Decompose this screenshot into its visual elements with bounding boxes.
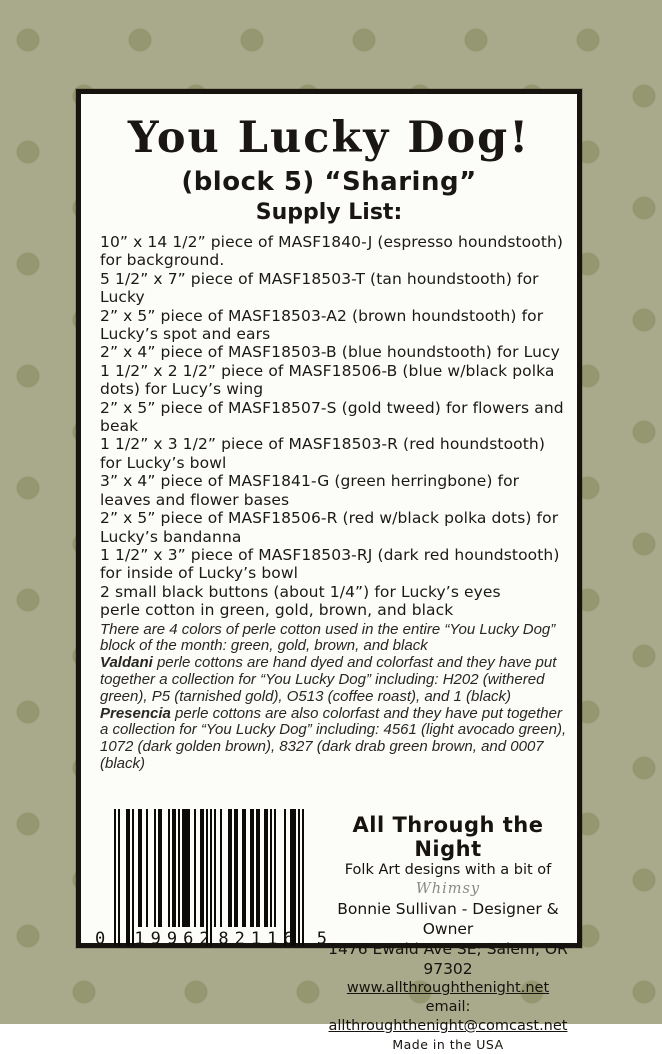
supply-item: 1 1/2” x 3 1/2” piece of MASF18503-R (red houndstooth) for Lucky’s bowl [100,435,545,472]
tagline-prefix: Folk Art designs with a bit of [344,862,552,878]
barcode-digit-group1: 19962 [134,929,216,949]
perle-note-paragraph: There are 4 colors of perle cotton used in the entire “You Lucky Dog” block of the month: green, gold, brown, and black [100,620,556,655]
barcode-digit-left: 0 [95,929,106,949]
supply-item: 2 small black buttons (about 1/4”) for Lucky’s eyes [100,582,501,601]
made-in-label: Made in the USA [392,1037,504,1052]
email-label: email: [425,999,471,1015]
company-email [325,998,571,1036]
supply-item: 10” x 14 1/2” piece of MASF1840-J (espresso houndstooth) for background. [100,233,564,270]
tagline-accent: Whimsy [415,881,481,897]
block-subtitle: (block 5) “Sharing” [181,167,477,197]
barcode-digit-right: 5 [316,929,327,949]
supply-item: 2” x 4” piece of MASF18503-B (blue houndstooth) for Lucy [100,343,560,362]
supply-item: 2” x 5” piece of MASF18507-S (gold tweed) for flowers and beak [100,398,564,436]
supply-item: 3” x 4” piece of MASF1841-G (green herringbone) for leaves and flower bases [100,472,520,509]
supply-item: 2” x 5” piece of MASF18506-R (red w/black polka dots) for Lucky’s bandanna [100,509,559,546]
email-address: allthroughthenight@comcast.net [328,1018,568,1034]
brand-name: Presencia [100,704,171,722]
perle-note-paragraph: Presencia perle cottons are also colorfast and they have put together a collection for “You Lucky Dog” including: 4561 (light avocado green), 1072 (dark golden brown), 8327 (dark drab green brown, and 0007 (black) [100,704,567,772]
supply-item: 5 1/2” x 7” piece of MASF18503-T (tan houndstooth) for Lucky [100,269,539,307]
upc-barcode [93,805,325,953]
company-tagline [325,861,571,899]
supply-item: perle cotton in green, gold, brown, and black [100,601,454,620]
supply-item: 1 1/2” x 2 1/2” piece of MASF18506-B (blue w/black polka dots) for Lucy’s wing [100,361,555,399]
company-name: All Through the Night [352,813,544,861]
perle-note-paragraph: Valdani perle cottons are hand dyed and colorfast and they have put together a collection for “You Lucky Dog” including: H202 (withered green), P5 (tarnished gold), O513 (coffee roast), and 1 (black) [100,654,557,705]
supply-item: 2” x 5” piece of MASF18503-A2 (brown houndstooth) for Lucky’s spot and ears [100,306,544,344]
page-title: You Lucky Dog! [127,113,531,163]
company-info [325,805,571,1054]
supply-item: 1 1/2” x 3” piece of MASF18503-RJ (dark red houndstooth) for inside of Lucky’s bowl [100,545,560,583]
company-address: 1476 Ewald Ave SE; Salem, OR 97302 [328,940,568,978]
barcode-bars [114,809,304,946]
brand-name: Valdani [100,654,153,672]
company-owner: Bonnie Sullivan - Designer & Owner [337,900,559,938]
supply-list [100,233,569,620]
barcode-digit-group2: 82116 [218,929,300,949]
supply-list-card [76,89,582,1052]
perle-cotton-notes [100,622,569,773]
footer-row [93,805,571,1052]
company-website: www.allthroughthenight.net [346,980,550,996]
supply-list-heading: Supply List: [255,200,403,225]
